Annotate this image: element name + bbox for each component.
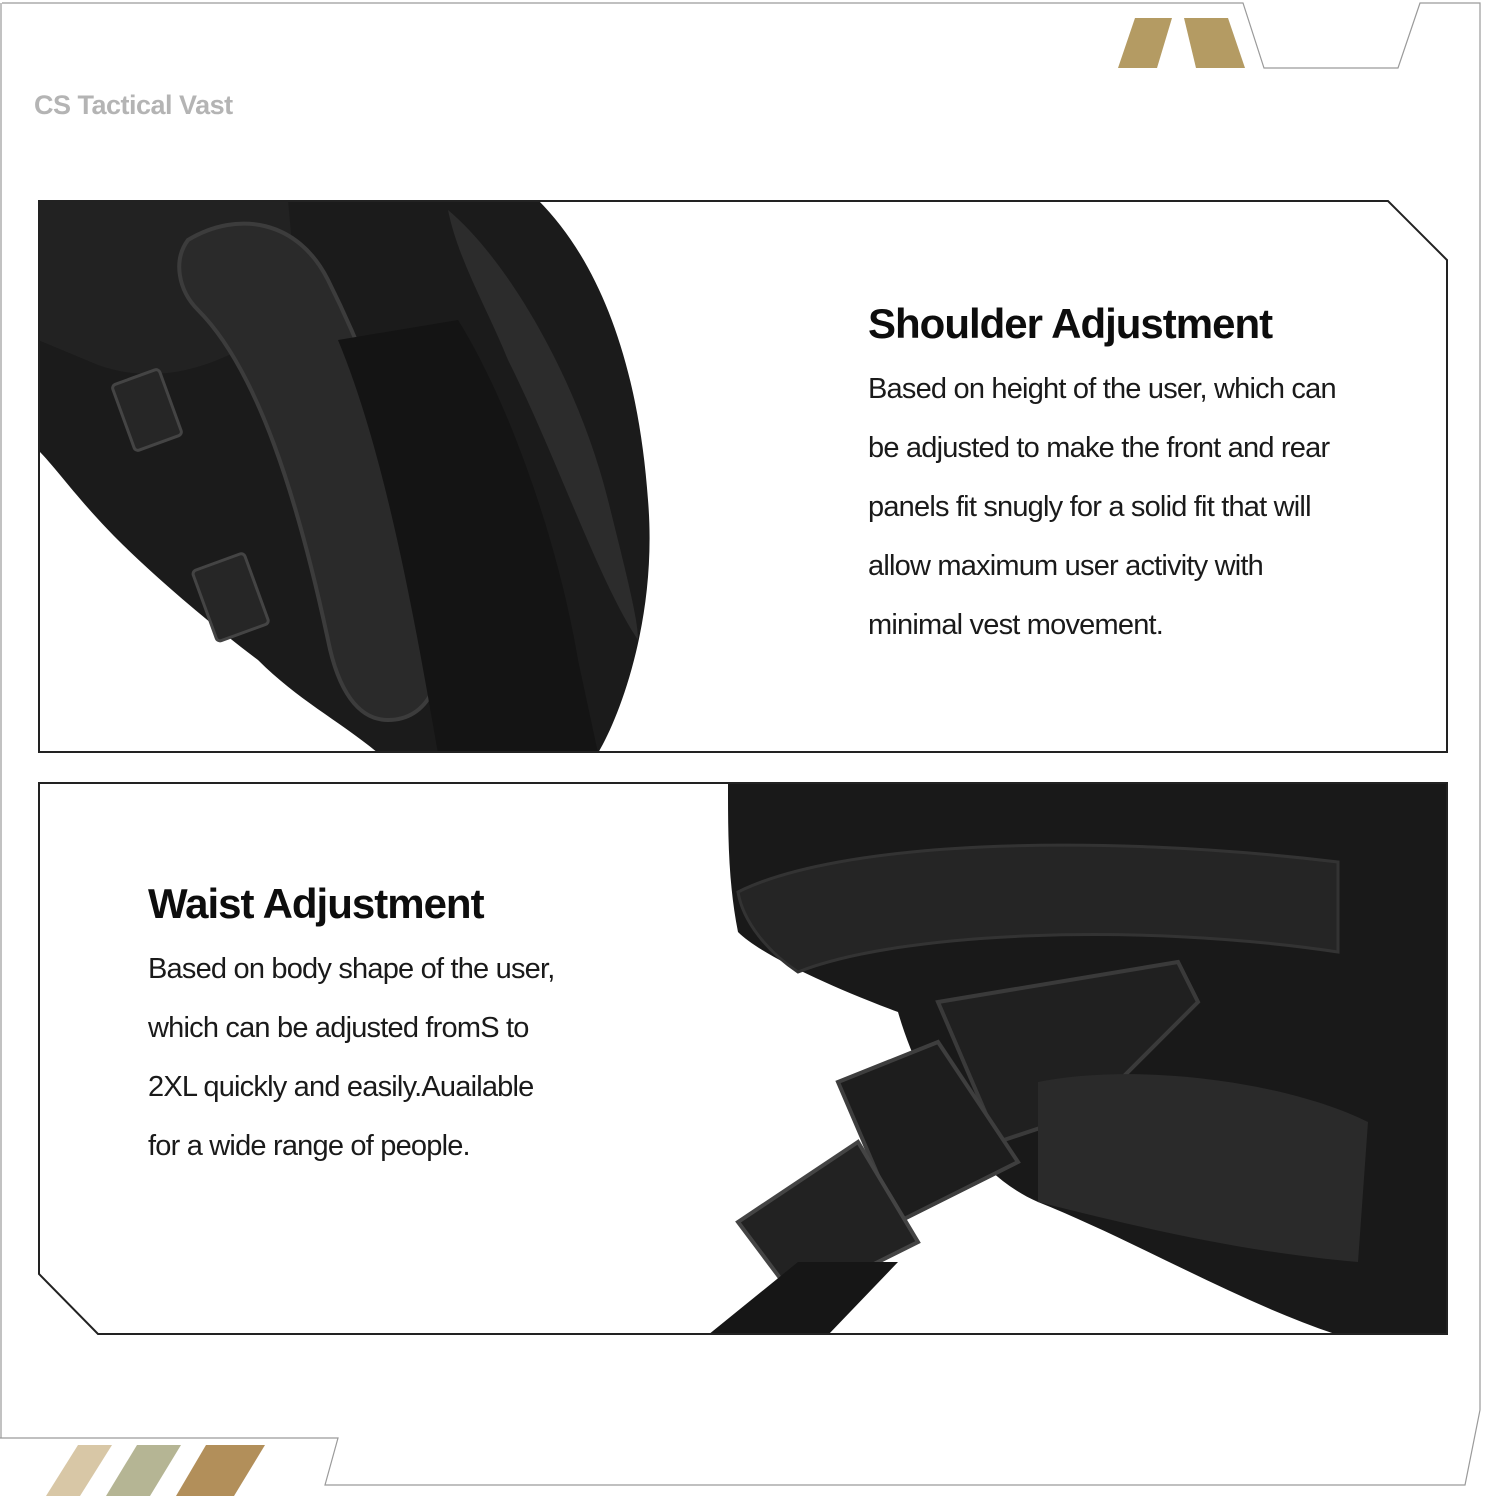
waist-title: Waist Adjustment	[148, 880, 484, 927]
top-stripe-2	[1184, 18, 1245, 68]
waist-line-2: which can be adjusted fromS to	[148, 1012, 529, 1044]
shoulder-line-3: panels fit snugly for a solid fit that will	[868, 491, 1311, 523]
waist-line-3: 2XL quickly and easily.Auailable	[148, 1071, 534, 1103]
brand-label: CS Tactical Vast	[34, 90, 233, 120]
shoulder-line-2: be adjusted to make the front and rear	[868, 432, 1330, 464]
shoulder-line-4: allow maximum user activity with	[868, 550, 1263, 582]
waist-text	[148, 880, 628, 1176]
top-stripe-1	[1118, 18, 1172, 68]
waist-line-4: for a wide range of people.	[148, 1130, 470, 1162]
waist-line-1: Based on body shape of the user,	[148, 953, 555, 985]
shoulder-line-1: Based on height of the user, which can	[868, 373, 1336, 405]
shoulder-line-5: minimal vest movement.	[868, 609, 1164, 641]
bottom-stripe-brown	[176, 1445, 265, 1496]
shoulder-text	[868, 300, 1388, 655]
shoulder-title: Shoulder Adjustment	[868, 300, 1273, 347]
bottom-stripe-sand	[46, 1445, 112, 1496]
bottom-stripe-olive	[106, 1445, 181, 1496]
